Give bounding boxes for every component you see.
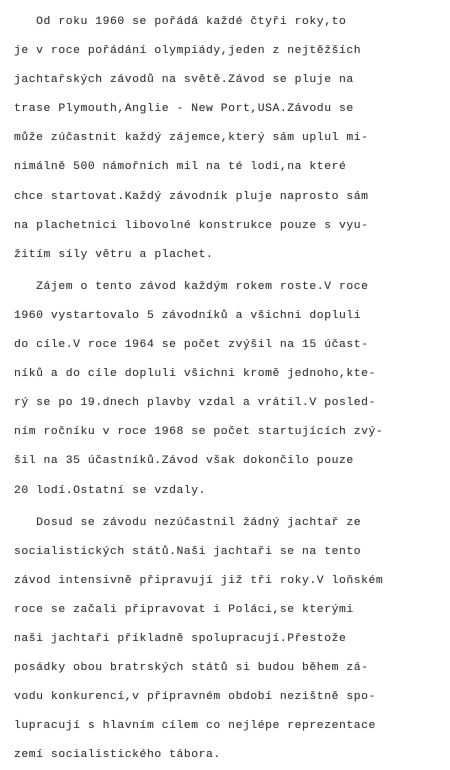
text-line: trase Plymouth,Anglie - New Port,USA.Závodu se [14,103,354,116]
text-line: závod intensivně připravují již tři roky.V loňském [14,574,384,587]
text-line: rý se po 19.dnech plavby vzdal a vrátil.V posled- [14,397,376,410]
text-line: jachtařských závodů na světě.Závod se pluje na [14,74,354,87]
text-line: socialistických států.Naši jachtaři se na tento [14,545,362,558]
text-line: Od roku 1960 se pořádá každé čtyři roky,to [14,16,347,28]
text-line: šil na 35 účastníků.Závod však dokončilo pouze [14,455,354,468]
paragraph-2 [14,273,436,506]
text-line: 1960 vystartovalo 5 závodníků a všichni dopluli [14,309,362,322]
text-line: 20 lodí.Ostatní se vzdaly. [14,484,207,497]
text-line: Zájem o tento závod každým rokem roste.V roce [14,280,369,293]
text-line: ním ročníku v roce 1968 se počet startujících zvý- [14,426,384,439]
text-line: lupracují s hlavním cílem co nejlépe reprezentace [14,720,376,733]
text-line: nimálně 500 námořních mil na té lodi,na které [14,161,347,174]
text-line: žitím síly větru a plachet. [14,248,214,261]
paragraph-1 [14,8,436,270]
text-line: do cíle.V roce 1964 se počet zvýšil na 15 účast- [14,339,369,352]
text-line: naši jachtaři příkladně spolupracují.Přestože [14,632,347,645]
text-line: níků a do cíle dopluli všichni kromě jednoho,kte- [14,368,376,381]
text-line: vodu konkurencí,v přípravném období nezištně spo- [14,691,376,704]
text-line: posádky obou bratrských států si budou během zá- [14,662,369,675]
text-line: je v roce pořádání olympiády,jeden z nejtěžších [14,45,362,58]
text-line: chce startovat.Každý závodník pluje naprosto sám [14,190,369,203]
text-line: může zúčastnit každý zájemce,který sám uplul mi- [14,132,369,145]
text-line: roce se začali připravovat i Poláci,se kterými [14,603,354,616]
paragraph-3 [14,509,436,770]
text-line: Dosud se závodu nezúčastnil žádný jachtař ze [14,516,362,529]
text-line: na plachetnici libovolné konstrukce pouze s vyu- [14,219,369,232]
text-line: zemí socialistického tábora. [14,749,221,762]
